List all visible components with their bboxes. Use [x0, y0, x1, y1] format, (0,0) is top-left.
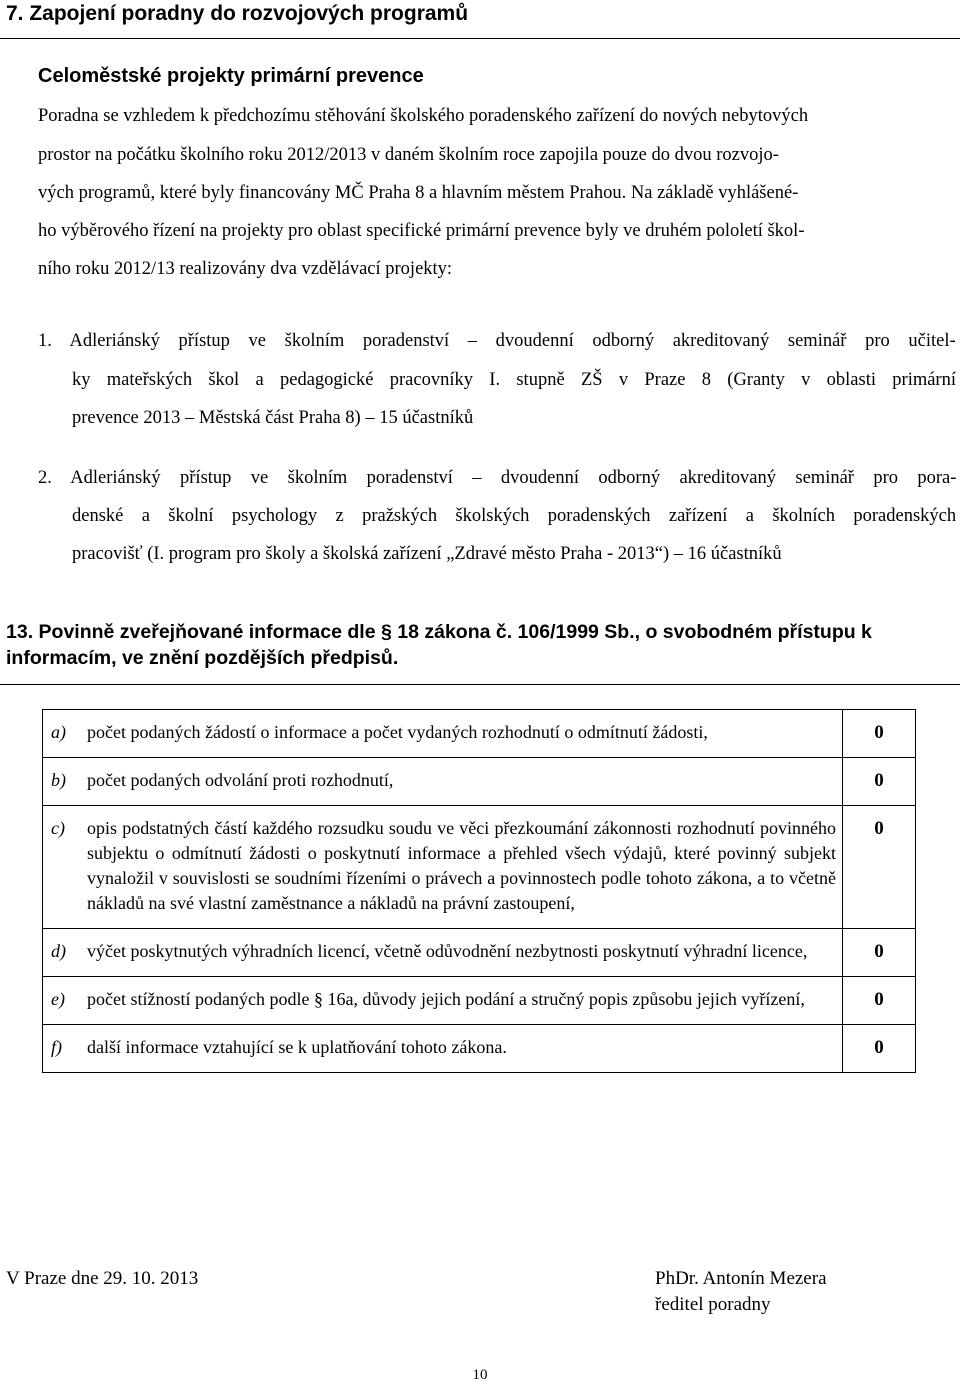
paragraph-line: ního roku 2012/13 realizovány dva vzdělávací projekty:	[38, 259, 453, 279]
table-cell-value: 0	[843, 1025, 916, 1073]
table-row	[43, 806, 916, 929]
section-7-heading: 7. Zapojení poradny do rozvojových programů	[6, 2, 469, 25]
paragraph-line: prostor na počátku školního roku 2012/2013 v daném školním roce zapojila pouze do dvou rozvojo-	[38, 145, 779, 165]
item-letter: b)	[51, 770, 66, 790]
item-letter: d)	[51, 941, 66, 961]
information-table	[42, 709, 916, 1073]
table-cell-value: 0	[843, 710, 916, 758]
project-item-line: ky mateřských škol a pedagogické pracovníky I. stupně ZŠ v Praze 8 (Granty v oblasti primární	[72, 370, 956, 390]
table-cell-description	[43, 977, 843, 1025]
item-text: výčet poskytnutých výhradních licencí, včetně odůvodnění nezbytnosti poskytnutí výhradní licence,	[87, 941, 808, 961]
item-letter: a)	[51, 722, 66, 742]
table-cell-description	[43, 1025, 843, 1073]
item-text: opis podstatných částí každého rozsudku soudu ve věci přezkoumání zákonnosti rozhodnutí povinného subjektu o odmítnutí žádosti o poskytnutí informace a přehled všech výdajů, které povinný subjekt vynaložil v souvislosti se soudními řízeními o právech a povinnostech podle tohoto zákona, a to včetně nákladů na své vlastní zaměstnance a nákladů na právní zastoupení,	[87, 818, 836, 913]
item-letter: c)	[51, 818, 65, 838]
section-7-subheading: Celoměstské projekty primární prevence	[38, 65, 424, 87]
page-number: 10	[472, 1367, 488, 1383]
item-text: počet podaných odvolání proti rozhodnutí,	[87, 770, 394, 790]
table-row	[43, 977, 916, 1025]
paragraph-line: vých programů, které byly financovány MČ Praha 8 a hlavním městem Prahou. Na základě vyhlášené-	[38, 183, 799, 203]
section-divider	[0, 684, 960, 685]
project-item-line: prevence 2013 – Městská část Praha 8) – 15 účastníků	[72, 408, 474, 428]
table-row	[43, 929, 916, 977]
item-text: počet podaných žádostí o informace a počet vydaných rozhodnutí o odmítnutí žádosti,	[87, 722, 708, 742]
project-item-line: denské a školní psychology z pražských školských poradenských zařízení a školních poradenských	[72, 506, 957, 526]
table-cell-description	[43, 758, 843, 806]
table-cell-value: 0	[843, 758, 916, 806]
section-divider	[0, 38, 960, 39]
table-row	[43, 1025, 916, 1073]
section-13-heading: 13. Povinně zveřejňované informace dle § 18 zákona č. 106/1999 Sb., o svobodném přístupu k informacím, ve znění pozdějších předpisů.	[6, 621, 872, 669]
table-cell-value: 0	[843, 929, 916, 977]
table-cell-description	[43, 710, 843, 758]
project-item-line: 2. Adleriánský přístup ve školním poradenství – dvoudenní odborný akreditovaný seminář pro pora-	[38, 468, 957, 488]
table-cell-value: 0	[843, 806, 916, 929]
project-item-line: pracovišť (I. program pro školy a školská zařízení „Zdravé město Praha - 2013“) – 16 účastníků	[72, 544, 782, 564]
item-text: počet stížností podaných podle § 16a, důvody jejich podání a stručný popis způsobu jejich vyřízení,	[87, 989, 805, 1009]
paragraph-line: ho výběrového řízení na projekty pro oblast specifické primární prevence byly ve druhém pololetí škol-	[38, 221, 805, 241]
table-cell-description	[43, 806, 843, 929]
paragraph-line: Poradna se vzhledem k předchozímu stěhování školského poradenského zařízení do nových nebytových	[38, 106, 809, 126]
project-item-line: 1. Adleriánský přístup ve školním poradenství – dvoudenní odborný akreditovaný seminář pro učitel-	[38, 331, 956, 351]
table-cell-value: 0	[843, 977, 916, 1025]
table-row	[43, 758, 916, 806]
place-date: V Praze dne 29. 10. 2013	[6, 1268, 199, 1289]
table-cell-description	[43, 929, 843, 977]
table-row	[43, 710, 916, 758]
signer-title: ředitel poradny	[655, 1294, 771, 1315]
item-letter: f)	[51, 1037, 62, 1057]
signer-name: PhDr. Antonín Mezera	[655, 1268, 827, 1289]
item-letter: e)	[51, 989, 65, 1009]
item-text: další informace vztahující se k uplatňování tohoto zákona.	[87, 1037, 507, 1057]
